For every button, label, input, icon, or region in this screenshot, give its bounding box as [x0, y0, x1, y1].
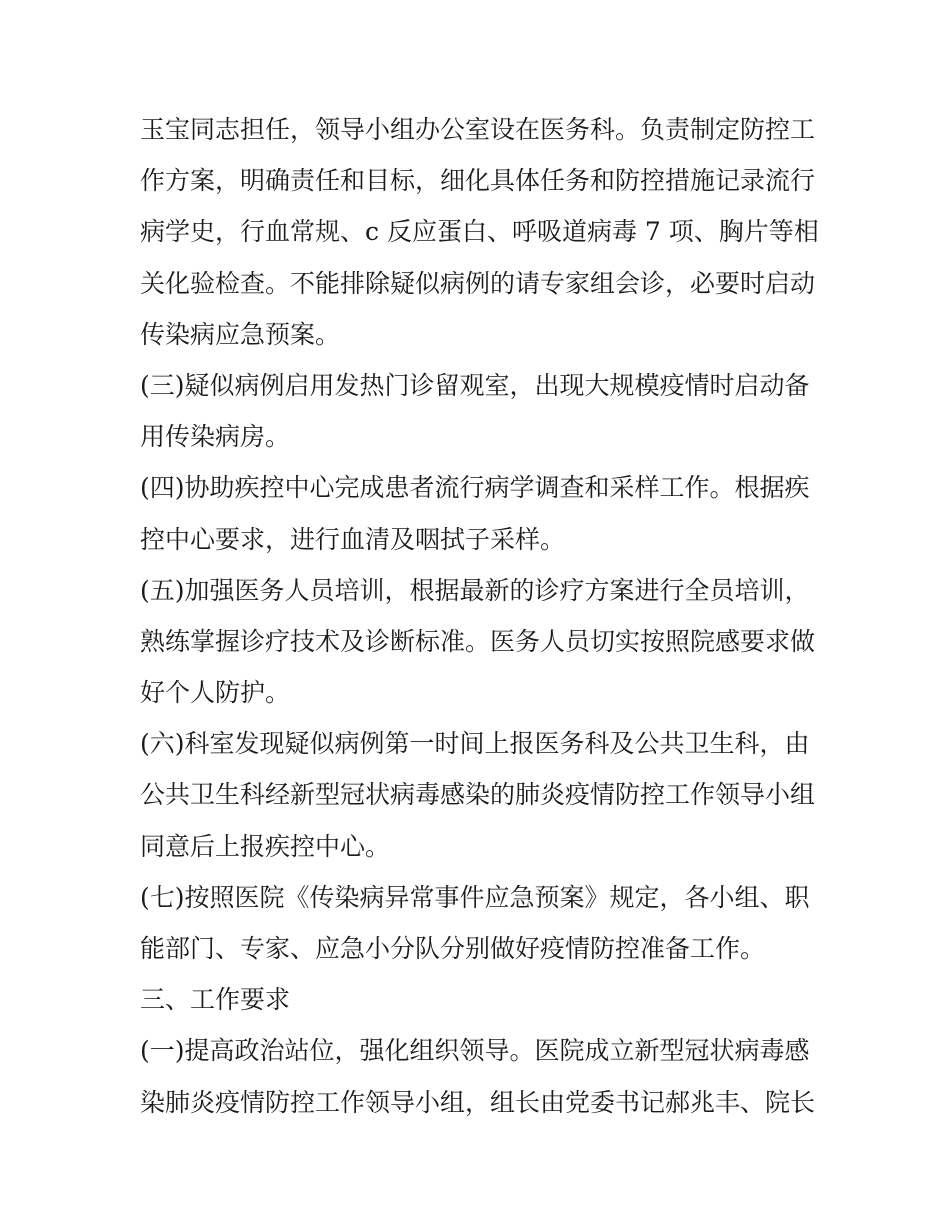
section-heading: 三、工作要求: [140, 985, 291, 1015]
text-line: 玉宝同志担任，领导小组办公室设在医务科。负责制定防控工: [140, 115, 816, 144]
text-line: 控中心要求，进行血清及咽拭子采样。: [140, 524, 566, 554]
text-line: 关化验检查。不能排除疑似病例的请专家组会诊，必要时启动: [140, 268, 816, 298]
text-line: (六)科室发现疑似病例第一时间上报医务科及公共卫生科，由: [140, 729, 810, 759]
text-line: (七)按照医院《传染病异常事件应急预案》规定，各小组、职: [140, 882, 810, 912]
text-line: 好个人防护。: [140, 678, 291, 708]
text-line: (四)协助疾控中心完成患者流行病学调查和采样工作。根据疾: [140, 473, 810, 503]
text-line: 同意后上报疾控中心。: [140, 831, 391, 861]
text-line: 用传染病房。: [140, 422, 291, 452]
text-line: 能部门、专家、应急小分队分别做好疫情防控准备工作。: [140, 934, 766, 963]
text-line: 染肺炎疫情防控工作领导小组，组长由党委书记郝兆丰、院长: [140, 1087, 816, 1117]
document-body: [140, 104, 820, 1128]
text-line: 熟练掌握诊疗技术及诊断标准。医务人员切实按照院感要求做: [140, 626, 816, 656]
text-line: (三)疑似病例启用发热门诊留观室，出现大规模疫情时启动备: [140, 370, 810, 400]
text-line: 传染病应急预案。: [140, 319, 341, 349]
text-line: 公共卫生科经新型冠状病毒感染的肺炎疫情防控工作领导小组: [140, 780, 816, 810]
text-line: (五)加强医务人员培训，根据最新的诊疗方案进行全员培训，: [140, 575, 810, 605]
text-line: (一)提高政治站位，强化组织领导。医院成立新型冠状病毒感: [140, 1036, 810, 1066]
text-line: 作方案，明确责任和目标，细化具体任务和防控措施记录流行: [140, 166, 816, 196]
text-line: 病学史，行血常规、c 反应蛋白、呼吸道病毒 7 项、胸片等相: [140, 217, 819, 247]
